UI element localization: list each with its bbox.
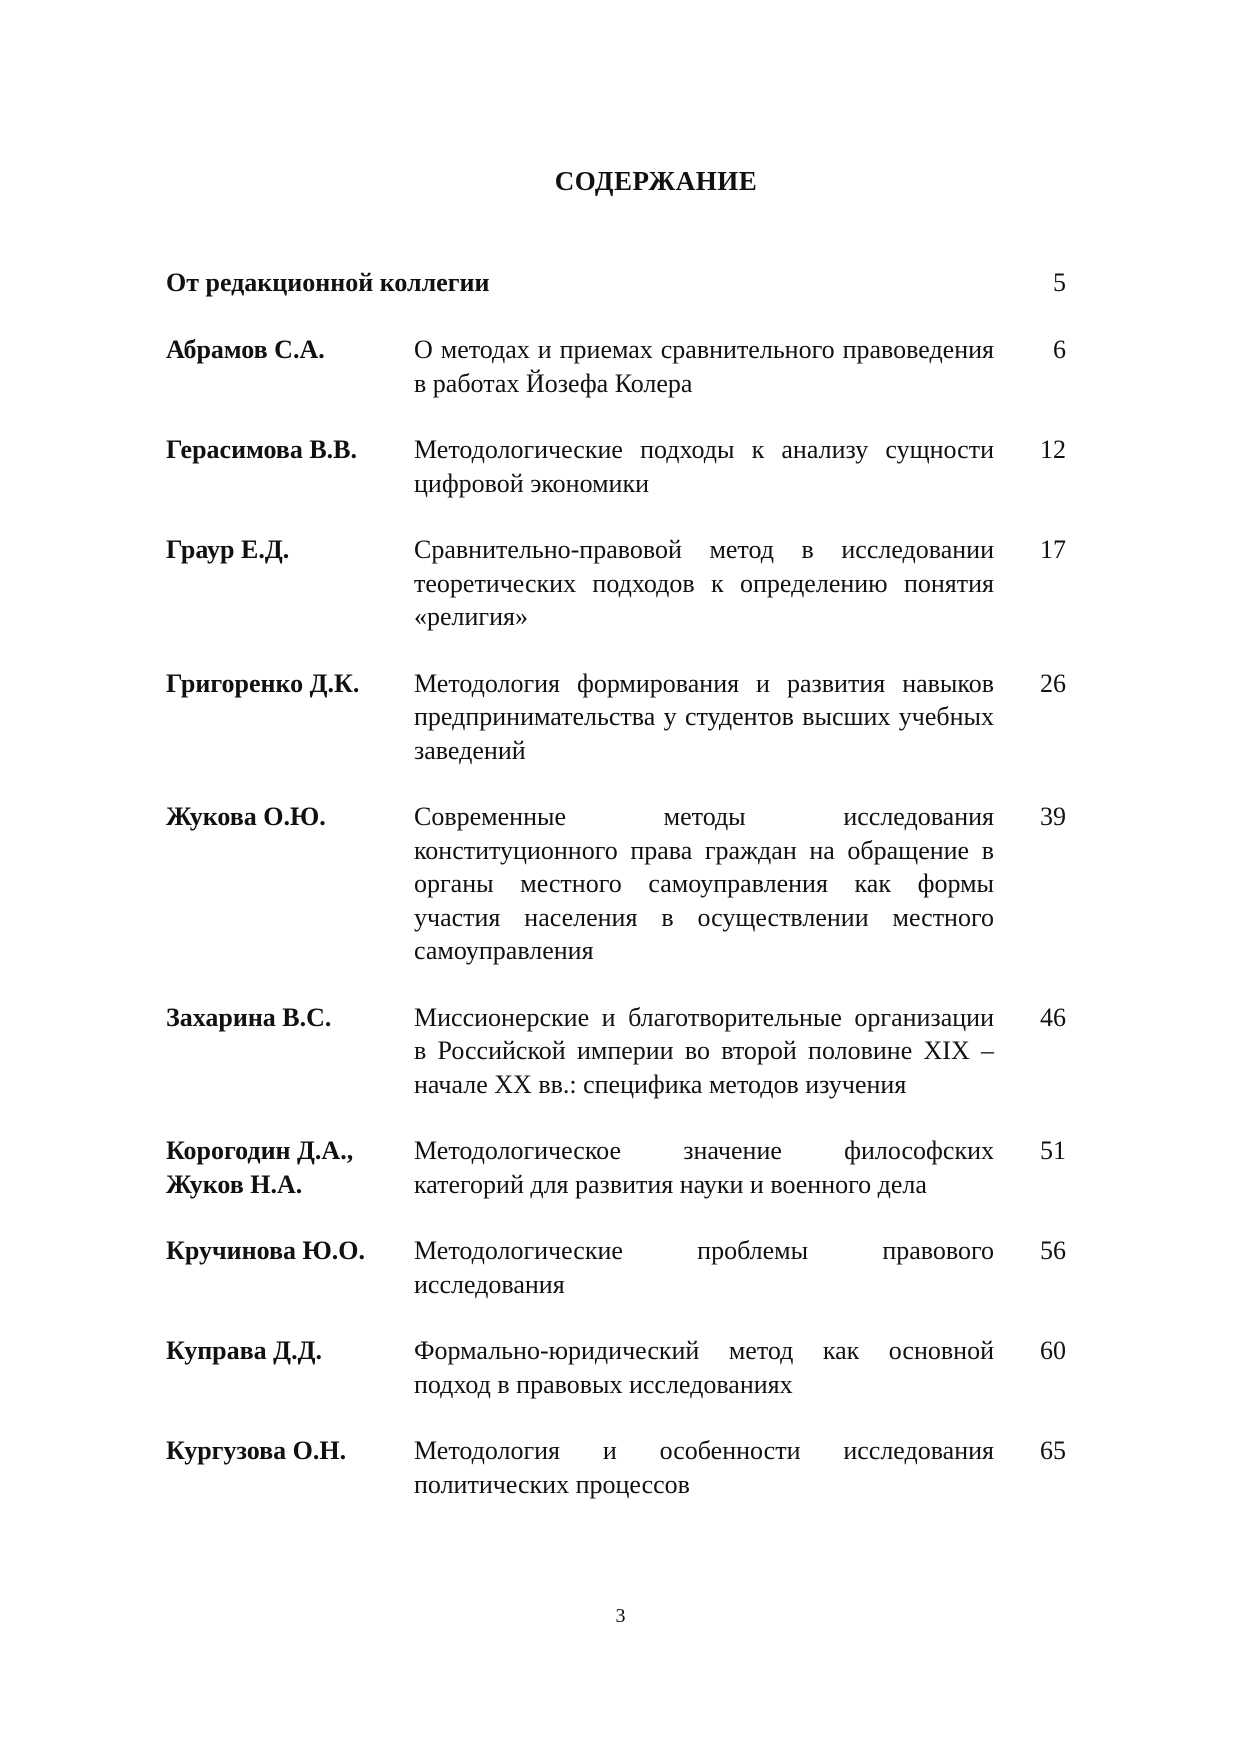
toc-entry-page-number: 6 bbox=[1053, 335, 1066, 364]
toc-entry-title: Методологическое значение философских категорий для развития науки и военного дела bbox=[414, 1136, 994, 1199]
toc-entry-page-number: 56 bbox=[1040, 1236, 1066, 1265]
toc-entry[interactable] bbox=[166, 667, 1066, 768]
toc-entry-author: Абрамов С.А. bbox=[166, 335, 325, 364]
toc-entry-page-number: 60 bbox=[1040, 1336, 1066, 1365]
toc-entry-author: Герасимова В.В. bbox=[166, 435, 358, 464]
footer-page-number: 3 bbox=[615, 1605, 626, 1627]
toc-entry[interactable] bbox=[166, 800, 1066, 968]
toc-entry-page-number: 26 bbox=[1040, 668, 1066, 698]
toc-entry-title: Миссионерские и благотворительные организации в Российской империи во второй половине XIX – начале XX вв.: специфика методов изучения bbox=[414, 1002, 994, 1099]
toc-entry-title: Методология и особенности исследования политических процессов bbox=[414, 1436, 994, 1499]
toc-entry[interactable] bbox=[166, 533, 1066, 634]
table-of-contents bbox=[166, 333, 1066, 1534]
toc-entry-author: Корогодин Д.А., Жуков Н.А. bbox=[166, 1136, 354, 1199]
toc-entry-page-number: 39 bbox=[1040, 802, 1066, 831]
toc-entry-author: Граур Е.Д. bbox=[166, 535, 290, 564]
toc-entry-author: Кручинова Ю.О. bbox=[166, 1236, 365, 1265]
toc-entry[interactable] bbox=[166, 1434, 1066, 1501]
toc-entry-title: Формально-юридический метод как основной подход в правовых исследованиях bbox=[414, 1336, 994, 1399]
toc-entry-author: Григоренко Д.К. bbox=[166, 668, 360, 698]
toc-entry-title: Современные методы исследования конституционного права граждан на обращение в органы местного самоуправления как формы участия населения в осуществлении местного самоуправления bbox=[414, 802, 994, 965]
toc-entry[interactable] bbox=[166, 333, 1066, 400]
toc-entry-page-number: 12 bbox=[1040, 435, 1066, 464]
toc-entry-page-number: 46 bbox=[1040, 1002, 1066, 1032]
toc-entry[interactable] bbox=[166, 1001, 1066, 1102]
toc-entry[interactable] bbox=[166, 1134, 1066, 1201]
toc-entry-page-number: 65 bbox=[1040, 1436, 1066, 1465]
toc-entry-title: Сравнительно-правовой метод в исследовании теоретических подходов к определению понятия «религия» bbox=[414, 535, 994, 631]
toc-intro-row[interactable] bbox=[166, 266, 1066, 300]
toc-entry[interactable] bbox=[166, 433, 1066, 500]
toc-entry[interactable] bbox=[166, 1234, 1066, 1301]
toc-entry[interactable] bbox=[166, 1334, 1066, 1401]
page-title: СОДЕРЖАНИЕ bbox=[554, 166, 758, 196]
toc-entry-title: Методологические подходы к анализу сущности цифровой экономики bbox=[414, 435, 994, 498]
toc-entry-page-number: 17 bbox=[1040, 535, 1066, 564]
toc-entry-title: Методологические проблемы правового исследования bbox=[414, 1236, 994, 1299]
toc-entry-title: Методология формирования и развития навыков предпринимательства у студентов высших учебных заведений bbox=[414, 668, 994, 765]
toc-entry-author: Куправа Д.Д. bbox=[166, 1336, 322, 1365]
toc-entry-page-number: 51 bbox=[1040, 1136, 1066, 1165]
toc-entry-author: Кургузова О.Н. bbox=[166, 1436, 347, 1465]
toc-entry-title: О методах и приемах сравнительного правоведения в работах Йозефа Колера bbox=[414, 335, 994, 398]
toc-intro-title: От редакционной коллегии bbox=[166, 268, 490, 297]
toc-entry-author: Жукова О.Ю. bbox=[166, 802, 326, 831]
toc-entry-author: Захарина В.С. bbox=[166, 1002, 332, 1032]
toc-intro-page-number: 5 bbox=[1053, 268, 1066, 297]
